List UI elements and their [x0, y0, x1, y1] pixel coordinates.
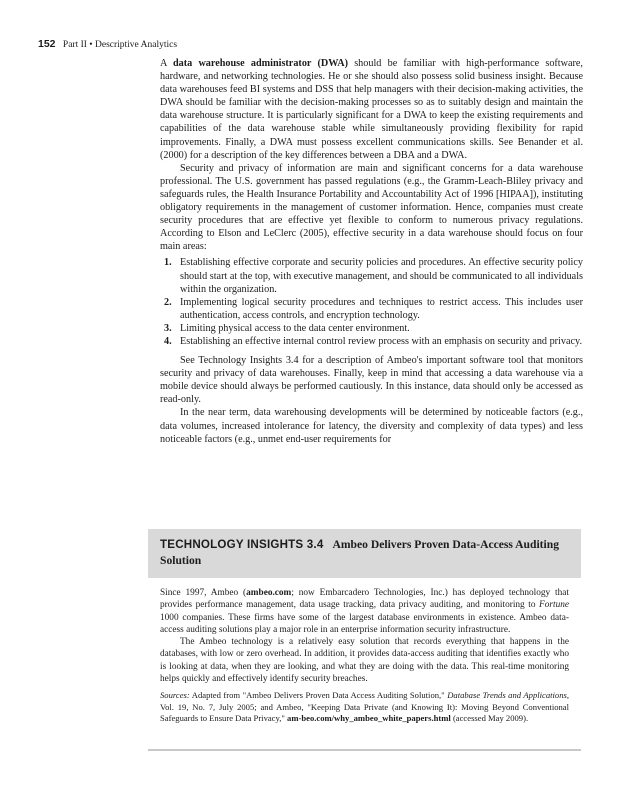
list-number: 3.	[164, 322, 172, 334]
box-label: TECHNOLOGY INSIGHTS 3.4	[160, 538, 324, 551]
sources-journal: Database Trends and Applications,	[447, 690, 569, 701]
sources-text: Adapted from "Ambeo Delivers Proven Data Access Auditing Solution,"	[189, 690, 448, 701]
list-number: 2.	[164, 296, 172, 308]
section-title: Part II • Descriptive Analytics	[62, 40, 178, 50]
box-text: ; now Embarcadero Technologies, Inc.) has deployed technology that provides performance management, data usage tracking, data privacy auditing, and monitoring to	[160, 588, 569, 611]
fortune-italic: Fortune	[539, 600, 569, 611]
box-paragraph-1	[160, 587, 569, 636]
list-item	[160, 296, 583, 322]
paragraph-technology-insights: See Technology Insights 3.4 for a description of Ambeo's important software tool that monitors security and privacy of data warehouses. Finally, keep in mind that accessing a data warehouse via a mobile device should always be performed cautiously. In this instance, data should only be accessed as read-only.	[160, 355, 583, 406]
ambeo-link: ambeo.com	[246, 588, 292, 598]
box-text: Since 1997, Ambeo (	[160, 588, 247, 598]
box-sources	[160, 690, 569, 724]
page-number: 152	[38, 38, 56, 50]
list-text: Limiting physical access to the data center environment.	[180, 322, 410, 334]
list-number: 1.	[164, 257, 172, 269]
paragraph-dwa	[160, 57, 583, 162]
running-head	[38, 38, 177, 51]
paragraph-text: should be familiar with high-performance software, hardware, and networking technologies. He or she should also possess solid business insight. Because data warehouses feed BI systems and DSS that help managers with their decision-making activities, the DWA should be familiar with the decision-making processes so as to suitably design and maintain the data warehouse structure. It is particularly significant for a DWA to keep the existing requirements and capabilities of the data warehouse stable while simultaneously providing flexibility for rapid improvements. Finally, a DWA must possess excellent communications skills. See Benander et al. (2000) for a description of the key differences between a DBA and a DWA.	[160, 58, 583, 161]
list-text: Establishing an effective internal control review process with an emphasis on security and privacy.	[180, 335, 582, 347]
body-text	[160, 57, 583, 446]
list-text: Establishing effective corporate and security policies and procedures. An effective security policy should start at the top, with executive management, and should be communicated to all individuals within the organization.	[180, 257, 583, 295]
paragraph-security: Security and privacy of information are main and significant concerns for a data warehouse professional. The U.S. government has passed regulations (e.g., the Gramm-Leach-Bliley privacy and safeguards rules, the Health Insurance Portability and Accountability Act of 1996 [HIPAA]), instituting obligatory requirements in the management of customer information. Hence, companies must create security procedures that are effective yet flexible to conform to numerous privacy regulations. According to Elson and LeClerc (2005), effective security in a data warehouse should focus on four main areas:	[160, 162, 583, 253]
technology-insights-box	[148, 529, 581, 751]
list-number: 4.	[164, 335, 172, 347]
paragraph-near-term: In the near term, data warehousing developments will be determined by noticeable factors (e.g., data volumes, increased intolerance for latency, the diversity and complexity of data types) and less noticeable factors (e.g., unmet end-user requirements for	[160, 407, 583, 445]
box-text: 1000 companies. These firms have some of the largest database environments in existence. Ambeo data-access auditing solutions play a major role in an enterprise information security infrastructure.	[160, 612, 569, 635]
sources-label: Sources:	[160, 690, 190, 701]
sources-text: Vol. 19, No. 7, July 2005; and Ambeo, "Keeping Data Private (and Knowing It): Moving Beyond Conventional Safeguards to Ensure Data Privacy,"	[160, 701, 569, 724]
list-item	[160, 335, 583, 348]
paragraph-text: A	[160, 58, 173, 69]
box-body	[148, 578, 581, 725]
security-areas-list	[160, 256, 583, 348]
sources-url: am-beo.com/why_ambeo_white_papers.html	[287, 713, 451, 724]
key-term-dwa: data warehouse administrator (DWA)	[173, 58, 349, 69]
list-text: Implementing logical security procedures and techniques to restrict access. This includes user authentication, access controls, and encryption technology.	[180, 296, 583, 321]
list-item	[160, 322, 583, 335]
box-title: Ambeo Delivers Proven Data-Access Auditing Solution	[160, 538, 559, 567]
box-paragraph-2: The Ambeo technology is a relatively easy solution that records everything that happens in the databases, with low or zero overhead. In addition, it provides data-access auditing that identifies exactly who is looking at data, when they are looking, and what they are doing with the data. This real-time monitoring helps quickly and effectively identify security breaches.	[160, 637, 569, 685]
box-header	[148, 529, 581, 578]
sources-text: (accessed May 2009).	[450, 713, 529, 724]
list-item	[160, 256, 583, 295]
box-bottom-rule	[148, 749, 581, 751]
